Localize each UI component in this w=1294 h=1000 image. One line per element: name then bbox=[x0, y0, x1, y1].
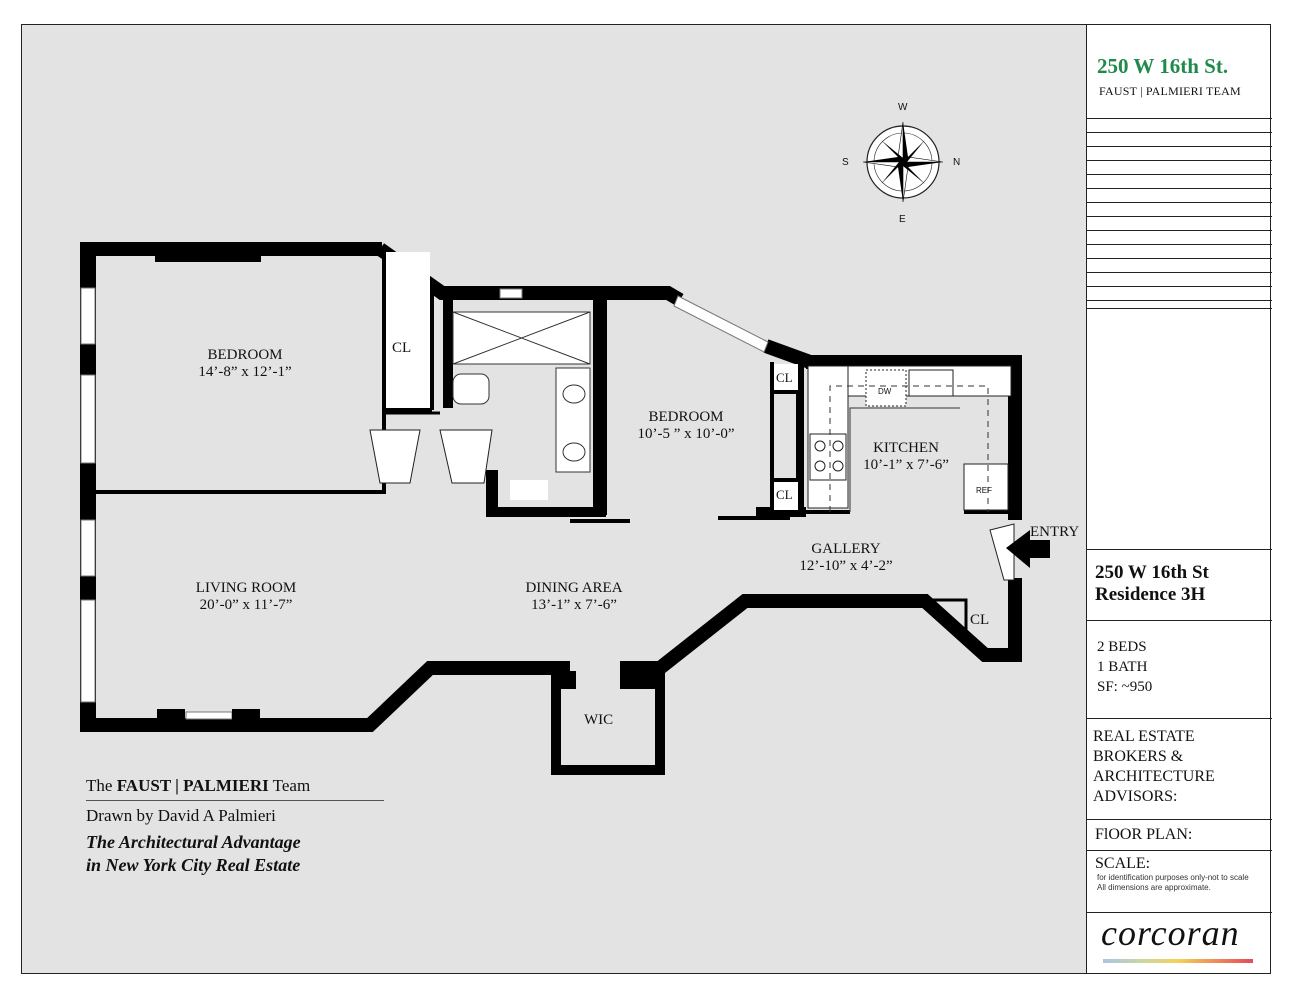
compass-n: N bbox=[953, 157, 961, 168]
title-block bbox=[1086, 24, 1272, 974]
room-dimensions: 10’-1” x 7’-6” bbox=[863, 457, 949, 473]
scale-note-line: All dimensions are approximate. bbox=[1097, 883, 1211, 892]
bedroom2-label bbox=[626, 409, 746, 443]
room-dimensions: 14’-8” x 12’-1” bbox=[198, 364, 292, 380]
room-name: GALLERY bbox=[811, 541, 881, 557]
team-name: FAUST | PALMIERI TEAM bbox=[1099, 84, 1241, 98]
closet-label: CL bbox=[776, 487, 793, 502]
room-name: KITCHEN bbox=[873, 440, 939, 456]
closet-label: CL bbox=[392, 340, 412, 356]
logo-gradient-bar bbox=[1103, 959, 1253, 963]
wall-south-gallery bbox=[620, 578, 1015, 668]
beds-count: 2 BEDS bbox=[1097, 639, 1147, 655]
room-name: BEDROOM bbox=[207, 347, 283, 363]
residence-unit: Residence 3H bbox=[1095, 584, 1206, 605]
bedroom1-label bbox=[182, 347, 308, 381]
window bbox=[500, 289, 522, 298]
unit-stats bbox=[1097, 637, 1152, 697]
dishwasher-label: DW bbox=[878, 387, 892, 396]
brokers-line: REAL ESTATE bbox=[1093, 728, 1195, 745]
credit-divider bbox=[86, 800, 384, 801]
team-credit-post: Team bbox=[268, 776, 311, 795]
team-credit-pre: The bbox=[86, 776, 117, 795]
compass-w: W bbox=[898, 102, 908, 113]
toilet bbox=[453, 374, 489, 404]
entry-door bbox=[990, 524, 1014, 580]
residence-block bbox=[1095, 562, 1209, 606]
square-feet: SF: ~950 bbox=[1097, 679, 1153, 695]
kitchen-label bbox=[860, 440, 952, 474]
window bbox=[81, 288, 95, 344]
entry-label: ENTRY bbox=[1030, 524, 1080, 540]
dining-area-label bbox=[514, 580, 634, 614]
door bbox=[370, 430, 420, 483]
scale-note-line: for identification purposes only-not to scale bbox=[1097, 873, 1249, 882]
brokers-block bbox=[1093, 727, 1215, 807]
stove bbox=[810, 434, 846, 480]
scale-label: SCALE: bbox=[1095, 855, 1151, 872]
team-credit bbox=[86, 776, 310, 796]
room-name: LIVING ROOM bbox=[195, 580, 297, 596]
window bbox=[81, 375, 95, 463]
wall-south-living bbox=[80, 668, 570, 725]
gallery-label bbox=[784, 541, 908, 575]
brokers-line: ADVISORS: bbox=[1093, 788, 1178, 805]
compass-rose bbox=[863, 122, 943, 202]
window bbox=[186, 712, 232, 719]
window bbox=[674, 296, 768, 352]
compass-e: E bbox=[899, 214, 906, 225]
brokers-line: ARCHITECTURE bbox=[1093, 768, 1215, 785]
scale-note bbox=[1097, 873, 1269, 893]
wic-label: WIC bbox=[584, 712, 614, 728]
property-title: 250 W 16th St. bbox=[1097, 54, 1229, 78]
drawn-by: Drawn by David A Palmieri bbox=[86, 806, 276, 825]
door bbox=[440, 430, 492, 483]
refrigerator-label: REF bbox=[976, 486, 992, 495]
window bbox=[81, 520, 95, 576]
room-name: BEDROOM bbox=[648, 409, 724, 425]
brokers-line: BROKERS & bbox=[1093, 748, 1184, 765]
compass-s: S bbox=[842, 157, 849, 168]
window bbox=[81, 600, 95, 702]
tagline-line2: in New York City Real Estate bbox=[86, 855, 301, 875]
bath-count: 1 BATH bbox=[1097, 659, 1148, 675]
room-dimensions: 10’-5 ” x 10’-0” bbox=[637, 426, 735, 442]
room-name: DINING AREA bbox=[525, 580, 623, 596]
room-dimensions: 13’-1” x 7’-6” bbox=[531, 597, 617, 613]
residence-address: 250 W 16th St bbox=[1095, 562, 1209, 583]
room-dimensions: 12’-10” x 4’-2” bbox=[799, 558, 893, 574]
floor-plan-label: FlOOR PLAN: bbox=[1095, 826, 1193, 843]
tagline-line1: The Architectural Advantage bbox=[86, 832, 301, 852]
closet-label: CL bbox=[970, 612, 990, 628]
closet-label: CL bbox=[776, 370, 793, 385]
corcoran-logo: corcoran bbox=[1101, 913, 1240, 953]
room-dimensions: 20’-0” x 11’-7” bbox=[199, 597, 293, 613]
living-room-label bbox=[186, 580, 306, 614]
team-credit-name: FAUST | PALMIERI bbox=[116, 776, 269, 795]
sink bbox=[909, 370, 953, 396]
